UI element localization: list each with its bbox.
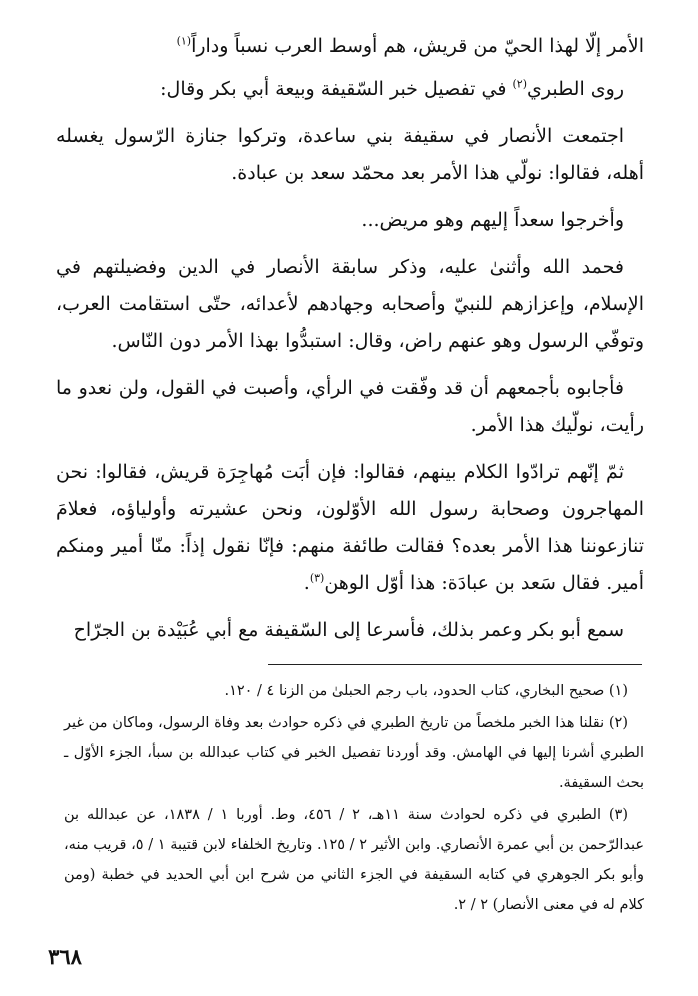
main-text xyxy=(56,28,644,649)
paragraph: سمع أبو بكر وعمر بذلك، فأسرعا إلى السّقيفة مع أبي عُبَيْدة بن الجرّاح xyxy=(73,619,624,641)
paragraph xyxy=(56,71,644,108)
footnote-ref: (٢) xyxy=(512,77,527,91)
paragraph-text: . xyxy=(303,572,310,594)
footnote-ref: (١) xyxy=(176,34,192,48)
paragraph xyxy=(56,454,644,602)
footnotes xyxy=(64,676,644,920)
paragraph: فأجابوه بأجمعهم أن قد وفّقت في الرأي، وأصبت في القول، ولن نعدو ما رأيت، نولّيك هذا الأمر. xyxy=(56,377,644,436)
paragraph-text: الأمر إلّا لهذا الحيّ من قريش، هم أوسط العرب نسباً وداراً xyxy=(191,35,644,57)
footnote: (٣) الطبري في ذكره لحوادث سنة ١١هـ، ٢ / ٤٥٦، وط. أوربا ١ / ١٨٣٨، عن عبدالله بن عبدالرّحمن بن أبي عمرة الأنصاري. وابن الأثير ٢ / ١٢٥. وتاريخ الخلفاء لابن قتيبة ١ / ٥، قريب منه، وأبو بكر الجوهري في كتابه السقيفة في الجزء الثاني من شرح ابن أبي الحديد في خطبة (ومن كلام له في معنى الأنصار) ٢ / ٢. xyxy=(64,807,644,913)
footnote-ref: (٣) xyxy=(309,571,325,585)
paragraph-text: روى الطبري xyxy=(526,78,624,100)
paragraph xyxy=(56,28,644,65)
footnote-divider xyxy=(268,664,642,665)
page-number: ٣٦٨ xyxy=(48,944,82,969)
paragraph-text: ثمّ إنّهم ترادّوا الكلام بينهم، فقالوا: فإن أبَت مُهاجِرَة قريش، فقالوا: نحن المهاجرون وصحابة رسول الله الأوّلون، ونحن عشيرته وأولياؤه، فعلامَ تنازعوننا هذا الأمر بعده؟ فقالت طائفة منهم: فإنّا نقول إذاً: منّا أمير ومنكم أمير. فقال سَعد بن عبادَة: هذا أوّل الوهن xyxy=(56,461,644,594)
paragraph-text: في تفصيل خبر السّقيفة وبيعة أبي بكر وقال: xyxy=(160,78,513,100)
footnote: (١) صحيح البخاري، كتاب الحدود، باب رجم الحبلىٰ من الزنا ٤ / ١٢٠. xyxy=(224,683,628,699)
footnote: (٢) نقلنا هذا الخبر ملخصاً من تاريخ الطبري في ذكره حوادث بعد وفاة الرسول، وماكان من غير الطبري أشرنا إليها في الهامش. وقد أوردنا تفصيل الخبر في كتاب عبدالله بن سبأ، الجزء الأوّل ـ بحث السقيفة. xyxy=(64,715,644,791)
paragraph: اجتمعت الأنصار في سقيفة بني ساعدة، وتركوا جنازة الرّسول يغسله أهله، فقالوا: نولّي هذا الأمر بعد محمّد سعد بن عبادة. xyxy=(56,125,644,184)
paragraph: فحمد الله وأثنىٰ عليه، وذكر سابقة الأنصار في الدين وفضيلتهم في الإسلام، وإعزازهم للنبيّ وأصحابه وجهادهم لأعدائه، حتّى استقامت العرب، وتوفّي الرسول وهو عنهم راض، وقال: استبدُّوا بهذا الأمر دون النّاس. xyxy=(56,256,644,352)
paragraph: وأخرجوا سعداً إليهم وهو مريض... xyxy=(361,209,624,231)
